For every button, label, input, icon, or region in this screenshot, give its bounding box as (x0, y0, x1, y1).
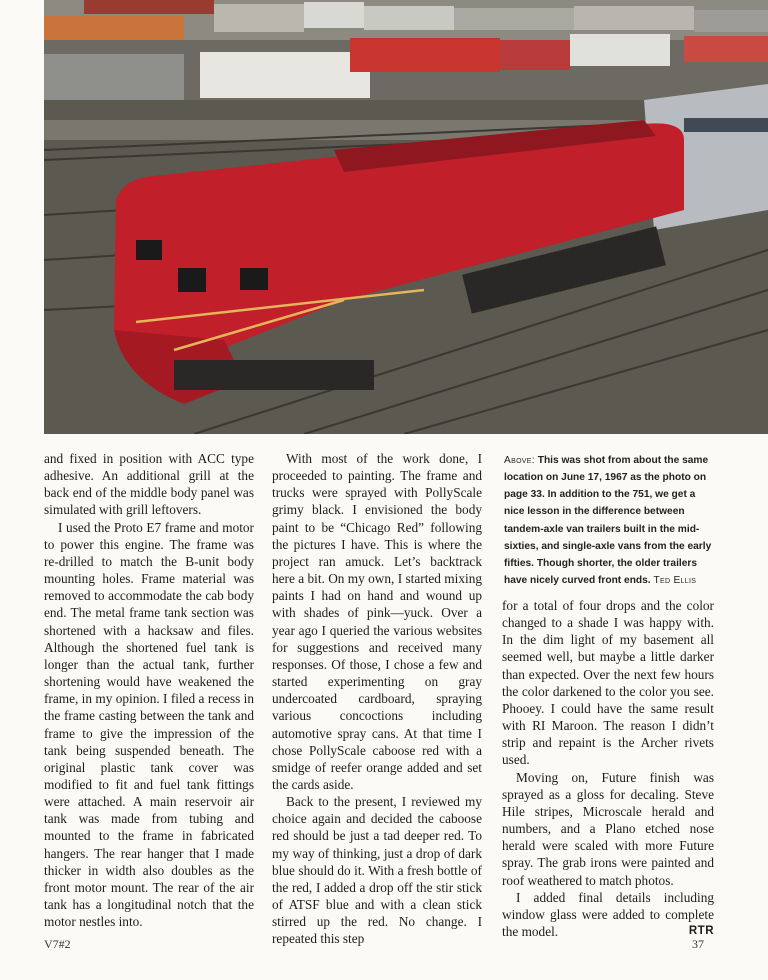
caption-text: This was shot from about the same location on June 17, 1967 as the photo on page 33. In addition to the 751, we get a nice lesson in the difference between tandem-axle van trailers built in the mid-sixties, and single-axle vans from the early fifties. Though shorter, the older trailers have nicely curved front ends. (504, 455, 712, 587)
issue-number: V7#2 (44, 937, 71, 951)
text-column-1 (44, 450, 254, 930)
locomotive-photo (44, 0, 768, 434)
paragraph: With most of the work done, I proceeded to painting. The frame and trucks were sprayed with PollyScale grimy black. I envisioned the body paint to be “Chicago Red” following the pictures I have. This is where the project ran amuck. Let’s backtrack here a bit. On my own, I started mixing paints I had on hand and wound up with shades of pink—yuck. Over a year ago I queried the various websites for suggestions and received many responses. Of those, I chose a few and started experimenting on gray undercoated cardboard, spraying various concoctions including automotive spray cans. At that time I chose PollyScale caboose red with a smidge of reefer orange added and set the cards aside. (272, 451, 482, 792)
text-column-3 (502, 597, 714, 940)
paragraph: Back to the present, I reviewed my choice again and decided the caboose red should be just a tad deeper red. To my way of thinking, just a drop of dark blue should do it. With a fresh bottle of the red, I added a drop off the stir stick of ATSF blue and with a clean stick stirred up the red. No change. I repeated this step (272, 794, 482, 947)
text-column-2 (272, 450, 482, 948)
paragraph: Moving on, Future finish was sprayed as a gloss for decaling. Steve Hile stripes, Microscale herald and numbers, and a Plano etched nose herald were scaled with more Future spray. The grab irons were painted and roof weathered to match photos. (502, 769, 714, 888)
paragraph (502, 889, 714, 940)
paragraph: I used the Proto E7 frame and motor to power this engine. The frame was re-drilled to match the B-unit body mounting holes. Frame material was removed to accommodate the cab body end. The metal frame tank section was shortened with a hacksaw and files. Although the shortened fuel tank is longer than the actual tank, further shortening would have weakened the frame, in my opinion. I filed a recess in the frame casting between the tank and frame to give the impression of the tank being suspended beneath. The original plastic tank cover was modified to fit and fuel tank fittings were attached. A main reservoir air tank was made from tubing and mounted to the frame in fabricated hangers. The rear hanger that I made thicker in width also doubles as the front motor mount. The rear of the air tank has a longitudinal notch that the motor nestles into. (44, 519, 254, 930)
page-number: 37 (692, 937, 704, 951)
paragraph: and fixed in position with ACC type adhesive. An additional grill at the back end of the middle body panel was simulated with grill leftovers. (44, 451, 254, 518)
caption-credit: Ted Ellis (653, 575, 697, 587)
paragraph: for a total of four drops and the color changed to a shade I was happy with. In the dim light of my basement all seemed well, but maybe a little darker than expected. Over the next few hours the color darkened to the color you see. Phooey. I could have the same result with RI Maroon. The reason I didn’t strip and repaint is the Archer rivets used. (502, 598, 714, 768)
photo-caption (504, 452, 714, 589)
caption-lead: Above: (504, 455, 535, 466)
signoff: RTR (688, 924, 714, 937)
paragraph-text: I added final details including window glass were added to complete the model. (502, 889, 714, 939)
